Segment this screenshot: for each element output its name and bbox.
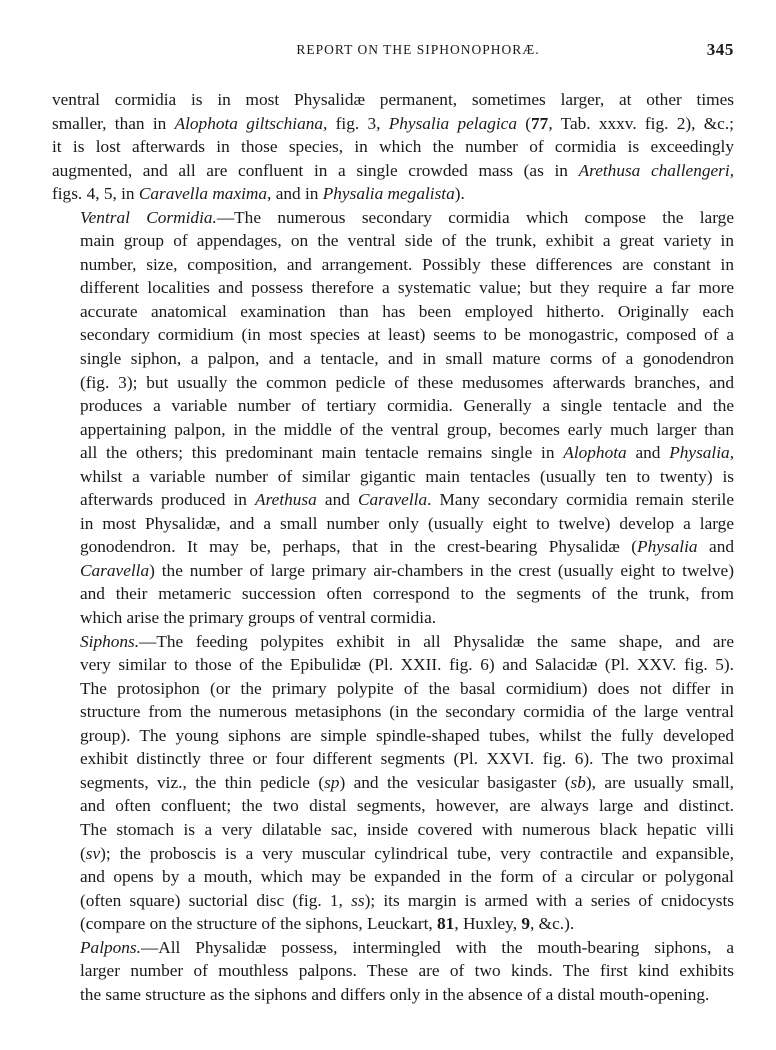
text-line: (sv); the proboscis is a very muscular cylindrical tube, very contractile and expansible, [80, 843, 734, 863]
text-line: which arise the primary groups of ventral cormidia. [80, 608, 437, 628]
text-line: gonodendron. It may be, perhaps, that in the crest-bearing Physalidæ (Physalia and [80, 537, 734, 557]
text-line: group). The young siphons are simple spindle-shaped tubes, whilst the fully developed [80, 725, 734, 745]
text-line: segments, viz., the thin pedicle (sp) and the vesicular basigaster (sb), are usually small, [80, 772, 734, 792]
text-line: structure from the numerous metasiphons (in the secondary cormidia of the large ventral [80, 702, 734, 722]
text-line: figs. 4, 5, in Caravella maxima, and in Physalia megalista). [52, 184, 465, 204]
text-line: different localities and possess therefore a systematic value; but they require a far more [80, 278, 734, 298]
text-line: smaller, than in Alophota giltschiana, fig. 3, Physalia pelagica (77, Tab. xxxv. fig. 2), &c.; [52, 113, 734, 133]
text-line: (often square) suctorial disc (fig. 1, ss); its margin is armed with a series of cnidocysts [80, 890, 734, 910]
text-line: and often confluent; the two distal segments, however, are always large and distinct. [80, 796, 734, 816]
text-line: main group of appendages, on the ventral side of the trunk, exhibit a great variety in [80, 231, 734, 251]
text-line: The stomach is a very dilatable sac, inside covered with numerous black hepatic villi [80, 819, 734, 839]
text-line: augmented, and all are confluent in a single crowded mass (as in Arethusa challengeri, [52, 160, 735, 180]
text-line: very similar to those of the Epibulidæ (Pl. XXII. fig. 6) and Salacidæ (Pl. XXV. fig. 5). [80, 655, 734, 675]
running-title: REPORT ON THE SIPHONOPHORÆ. [296, 42, 540, 57]
body-text [52, 88, 734, 1006]
text-line: number, size, composition, and arrangement. Possibly these differences are constant in [80, 254, 734, 274]
running-head [52, 40, 734, 80]
text-line: whilst a variable number of similar gigantic main tentacles (usually ten to twenty) is [80, 466, 734, 486]
text-line: the same structure as the siphons and differs only in the absence of a distal mouth-opening. [80, 984, 710, 1004]
text-line: secondary cormidium (in most species at least) seems to be monogastric, composed of a [80, 325, 734, 345]
text-line: (compare on the structure of the siphons, Leuckart, 81, Huxley, 9, &c.). [80, 914, 575, 934]
text-line: all the others; this predominant main tentacle remains single in Alophota and Physalia, [80, 443, 735, 463]
paragraph-continuation [52, 88, 734, 206]
document-page [52, 0, 734, 1006]
paragraph-siphons [52, 630, 734, 936]
text-line: The protosiphon (or the primary polypite of the basal cormidium) does not differ in [80, 678, 734, 698]
text-line: Ventral Cormidia.—The numerous secondary cormidia which compose the large [80, 207, 734, 227]
text-line: Siphons.—The feeding polypites exhibit in all Physalidæ the same shape, and are [80, 631, 734, 651]
text-line: Caravella) the number of large primary air-chambers in the crest (usually eight to twelve) [80, 560, 734, 580]
text-line: appertaining palpon, in the middle of the ventral group, becomes early much larger than [80, 419, 734, 439]
text-line: produces a variable number of tertiary cormidia. Generally a single tentacle and the [80, 396, 734, 416]
text-line: and opens by a mouth, which may be expanded in the form of a circular or polygonal [80, 867, 734, 887]
text-line: accurate anatomical examination than has been employed hitherto. Originally each [80, 301, 734, 321]
text-line: (fig. 3); but usually the common pedicle of these medusomes afterwards branches, and [80, 372, 734, 392]
text-line: exhibit distinctly three or four different segments (Pl. XXVI. fig. 6). The two proximal [80, 749, 734, 769]
text-line: Palpons.—All Physalidæ possess, intermingled with the mouth-bearing siphons, a [80, 937, 734, 957]
page-number: 345 [706, 40, 734, 59]
text-line: afterwards produced in Arethusa and Caravella. Many secondary cormidia remain sterile [80, 490, 734, 510]
text-line: ventral cormidia is in most Physalidæ permanent, sometimes larger, at other times [52, 90, 734, 109]
paragraph-ventral-cormidia [52, 206, 734, 630]
paragraph-palpons [52, 936, 734, 1007]
text-line: and their metameric succession often correspond to the segments of the trunk, from [80, 584, 734, 604]
text-line: larger number of mouthless palpons. These are of two kinds. The first kind exhibits [80, 961, 734, 981]
text-line: it is lost afterwards in those species, in which the number of cormidia is exceedingly [52, 137, 734, 157]
text-line: in most Physalidæ, and a small number only (usually eight to twelve) develop a large [80, 513, 734, 533]
text-line: single siphon, a palpon, and a tentacle, and in small mature corms of a gonodendron [80, 349, 734, 369]
